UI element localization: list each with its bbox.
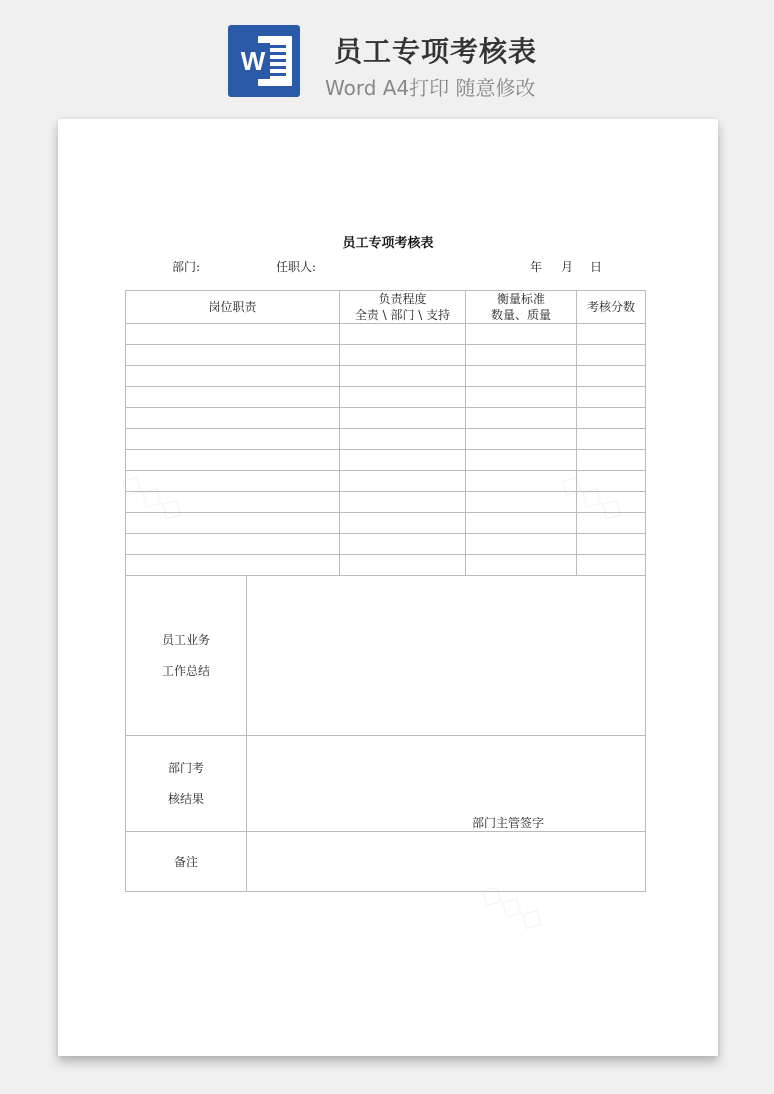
watermark: ◇◇◇	[553, 464, 632, 529]
table-cell[interactable]	[466, 555, 577, 576]
header-responsibility	[340, 291, 466, 324]
table-cell[interactable]	[126, 345, 340, 366]
table-cell[interactable]	[577, 429, 646, 450]
remarks-label: 备注	[126, 832, 247, 892]
table-cell[interactable]	[340, 345, 466, 366]
table-cell[interactable]	[340, 471, 466, 492]
header-standard	[466, 291, 577, 324]
header-standard-line2: 数量、质量	[490, 308, 551, 322]
document-page	[58, 119, 718, 1056]
document-title: 员工专项考核表	[342, 236, 434, 251]
table-row	[126, 324, 646, 345]
table-cell[interactable]	[466, 366, 577, 387]
result-row	[126, 736, 646, 832]
table-cell[interactable]	[466, 492, 577, 513]
table-cell[interactable]	[577, 324, 646, 345]
table-cell[interactable]	[126, 429, 340, 450]
header-score: 考核分数	[577, 291, 646, 324]
table-row	[126, 534, 646, 555]
table-cell[interactable]	[466, 471, 577, 492]
table-row	[126, 492, 646, 513]
remarks-content-cell[interactable]	[247, 832, 646, 892]
table-cell[interactable]	[340, 429, 466, 450]
duty-table	[125, 290, 646, 576]
table-cell[interactable]	[466, 324, 577, 345]
table-row	[126, 429, 646, 450]
watermark: ◇◇◇	[113, 464, 192, 529]
summary-label	[126, 576, 247, 736]
department-label: 部门:	[172, 260, 201, 274]
table-cell[interactable]	[466, 450, 577, 471]
table-cell[interactable]	[126, 387, 340, 408]
header-responsibility-line1: 负责程度	[378, 292, 427, 306]
day-label: 日	[590, 260, 603, 274]
month-label: 月	[561, 260, 574, 274]
assessment-table	[125, 290, 646, 892]
table-cell[interactable]	[577, 471, 646, 492]
header-banner	[0, 0, 774, 110]
table-cell[interactable]	[466, 429, 577, 450]
table-cell[interactable]	[466, 408, 577, 429]
table-cell[interactable]	[126, 555, 340, 576]
result-content-cell[interactable]	[247, 736, 646, 832]
table-row	[126, 471, 646, 492]
table-cell[interactable]	[577, 450, 646, 471]
table-cell[interactable]	[126, 513, 340, 534]
table-cell[interactable]	[340, 513, 466, 534]
table-cell[interactable]	[577, 345, 646, 366]
table-cell[interactable]	[126, 471, 340, 492]
summary-table	[125, 575, 646, 892]
table-cell[interactable]	[340, 387, 466, 408]
table-cell[interactable]	[340, 492, 466, 513]
table-row	[126, 387, 646, 408]
result-label	[126, 736, 247, 832]
table-row	[126, 555, 646, 576]
table-row	[126, 345, 646, 366]
table-row	[126, 513, 646, 534]
table-header-row	[126, 291, 646, 324]
table-cell[interactable]	[340, 366, 466, 387]
table-cell[interactable]	[466, 513, 577, 534]
table-cell[interactable]	[126, 324, 340, 345]
banner-title: 员工专项考核表	[334, 35, 538, 68]
table-cell[interactable]	[126, 450, 340, 471]
table-cell[interactable]	[577, 387, 646, 408]
table-cell[interactable]	[577, 513, 646, 534]
word-letter: W	[236, 43, 270, 79]
watermark: ◇◇◇	[473, 874, 552, 939]
table-cell[interactable]	[340, 324, 466, 345]
header-responsibility-line2: 全责 \ 部门 \ 支持	[354, 308, 451, 322]
table-cell[interactable]	[126, 408, 340, 429]
position-holder-label: 任职人:	[276, 260, 317, 274]
table-cell[interactable]	[577, 492, 646, 513]
table-row	[126, 366, 646, 387]
table-cell[interactable]	[126, 492, 340, 513]
table-cell[interactable]	[577, 534, 646, 555]
summary-content-cell[interactable]	[247, 576, 646, 736]
table-cell[interactable]	[577, 408, 646, 429]
table-cell[interactable]	[340, 450, 466, 471]
banner-subtitle: Word A4打印 随意修改	[325, 76, 536, 100]
header-standard-line1: 衡量标准	[496, 292, 545, 306]
header-duty: 岗位职责	[126, 291, 340, 324]
table-cell[interactable]	[126, 366, 340, 387]
word-doc-icon	[228, 25, 300, 97]
table-cell[interactable]	[466, 387, 577, 408]
remarks-row	[126, 832, 646, 892]
summary-label-line2: 工作总结	[161, 663, 210, 678]
table-cell[interactable]	[577, 366, 646, 387]
table-row	[126, 408, 646, 429]
table-cell[interactable]	[126, 534, 340, 555]
result-label-line2: 核结果	[167, 791, 204, 806]
table-cell[interactable]	[340, 555, 466, 576]
table-cell[interactable]	[466, 534, 577, 555]
summary-row	[126, 576, 646, 736]
table-row	[126, 450, 646, 471]
table-cell[interactable]	[577, 555, 646, 576]
table-cell[interactable]	[340, 534, 466, 555]
table-cell[interactable]	[466, 345, 577, 366]
year-label: 年	[530, 260, 543, 274]
result-label-line1: 部门考	[167, 760, 204, 775]
table-cell[interactable]	[340, 408, 466, 429]
signature-label: 部门主管签字	[472, 816, 545, 830]
summary-label-line1: 员工业务	[161, 632, 210, 647]
